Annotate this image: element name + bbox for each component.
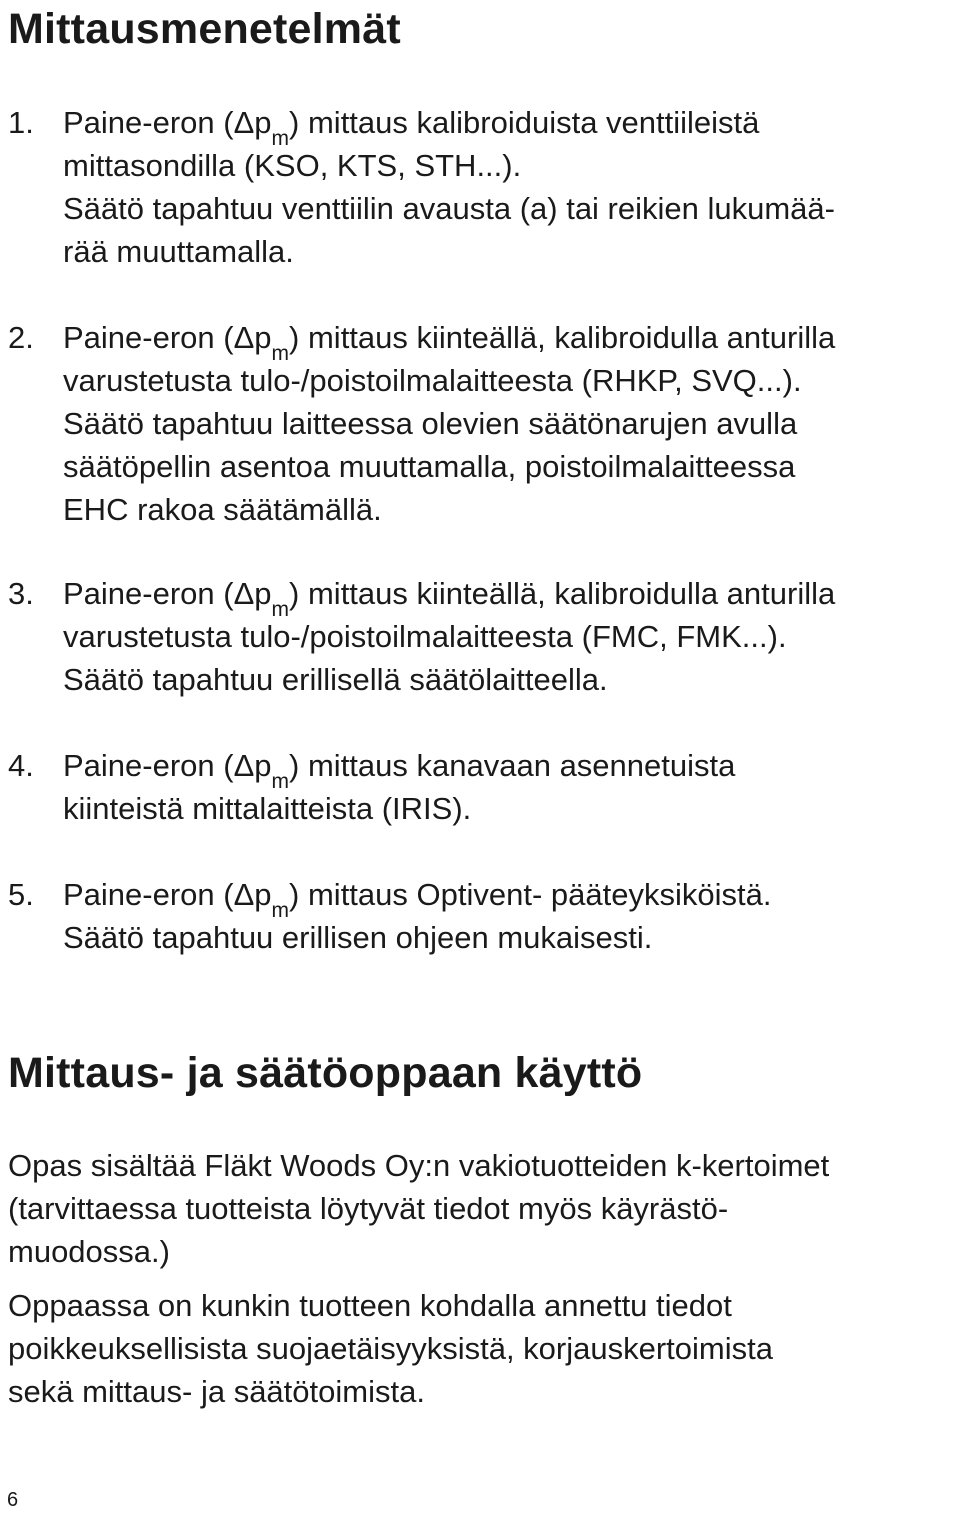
paragraph-line: (tarvittaessa tuotteista löytyvät tiedot myös käyrästö- (8, 1191, 729, 1226)
page-number: 6 (7, 1489, 19, 1511)
list-item-number: 3. (8, 576, 34, 611)
list-item-prefix: Paine-eron (Δp (63, 105, 272, 140)
list-item-suffix: ) mittaus kiinteällä, kalibroidulla anturilla (289, 320, 836, 355)
list-item-line: kiinteistä mittalaitteista (IRIS). (63, 791, 472, 826)
paragraph-line: muodossa.) (8, 1234, 170, 1269)
list-item-body (63, 316, 960, 531)
list-item-number: 5. (8, 877, 34, 912)
list-item-body (63, 572, 960, 701)
paragraph-line: sekä mittaus- ja säätötoimista. (8, 1374, 425, 1409)
paragraph-line: Oppaassa on kunkin tuotteen kohdalla annettu tiedot (8, 1288, 732, 1323)
list-item-line: rää muuttamalla. (63, 234, 294, 269)
list-item-prefix: Paine-eron (Δp (63, 576, 272, 611)
paragraph (8, 1144, 960, 1273)
list-item-body (63, 873, 960, 959)
list-item-suffix: ) mittaus Optivent- pääteyksiköistä. (289, 877, 772, 912)
list-item-line: mittasondilla (KSO, KTS, STH...). (63, 148, 522, 183)
list-item-prefix: Paine-eron (Δp (63, 320, 272, 355)
list-item (8, 316, 960, 531)
list-item-line: Säätö tapahtuu erillisen ohjeen mukaisesti. (63, 920, 653, 955)
list-item-number: 1. (8, 105, 34, 140)
list-item (8, 744, 960, 830)
list-item-line: EHC rakoa säätämällä. (63, 492, 382, 527)
list-item-first-line (63, 316, 960, 365)
list-item-line: varustetusta tulo-/poistoilmalaitteesta (FMC, FMK...). (63, 619, 787, 654)
list-item-suffix: ) mittaus kanavaan asennetuista (289, 748, 736, 783)
list-item-suffix: ) mittaus kalibroiduista venttiileistä (289, 105, 760, 140)
paragraph (8, 1284, 960, 1413)
list-item-subscript: m (271, 127, 290, 150)
list-item (8, 572, 960, 701)
list-item-subscript: m (271, 342, 290, 365)
list-item-body (63, 101, 960, 273)
list-item-number: 2. (8, 320, 34, 355)
list-item-prefix: Paine-eron (Δp (63, 748, 272, 783)
list-item (8, 101, 960, 273)
list-item-subscript: m (271, 598, 290, 621)
list-item-subscript: m (271, 770, 290, 793)
list-item-body (63, 744, 960, 830)
list-item-line: Säätö tapahtuu venttiilin avausta (a) tai reikien lukumää- (63, 191, 835, 226)
list-item-line: säätöpellin asentoa muuttamalla, poistoilmalaitteessa (63, 449, 796, 484)
paragraph-line: Opas sisältää Fläkt Woods Oy:n vakiotuotteiden k-kertoimet (8, 1148, 830, 1183)
list-item-prefix: Paine-eron (Δp (63, 877, 272, 912)
paragraph-line: poikkeuksellisista suojaetäisyyksistä, korjauskertoimista (8, 1331, 773, 1366)
list-item-line: varustetusta tulo-/poistoilmalaitteesta (RHKP, SVQ...). (63, 363, 802, 398)
list-item-first-line (63, 744, 960, 793)
list-item-line: Säätö tapahtuu laitteessa olevien säätönarujen avulla (63, 406, 798, 441)
list-item-subscript: m (271, 899, 290, 922)
list-item-first-line (63, 572, 960, 621)
list-item-suffix: ) mittaus kiinteällä, kalibroidulla anturilla (289, 576, 836, 611)
list-item-first-line (63, 101, 960, 150)
list-item-line: Säätö tapahtuu erillisellä säätölaitteella. (63, 662, 608, 697)
section-heading-guide-usage: Mittaus- ja säätöoppaan käyttö (8, 1049, 643, 1097)
section-heading-measurement-methods: Mittausmenetelmät (8, 5, 401, 53)
list-item (8, 873, 960, 959)
list-item-number: 4. (8, 748, 34, 783)
list-item-first-line (63, 873, 960, 922)
